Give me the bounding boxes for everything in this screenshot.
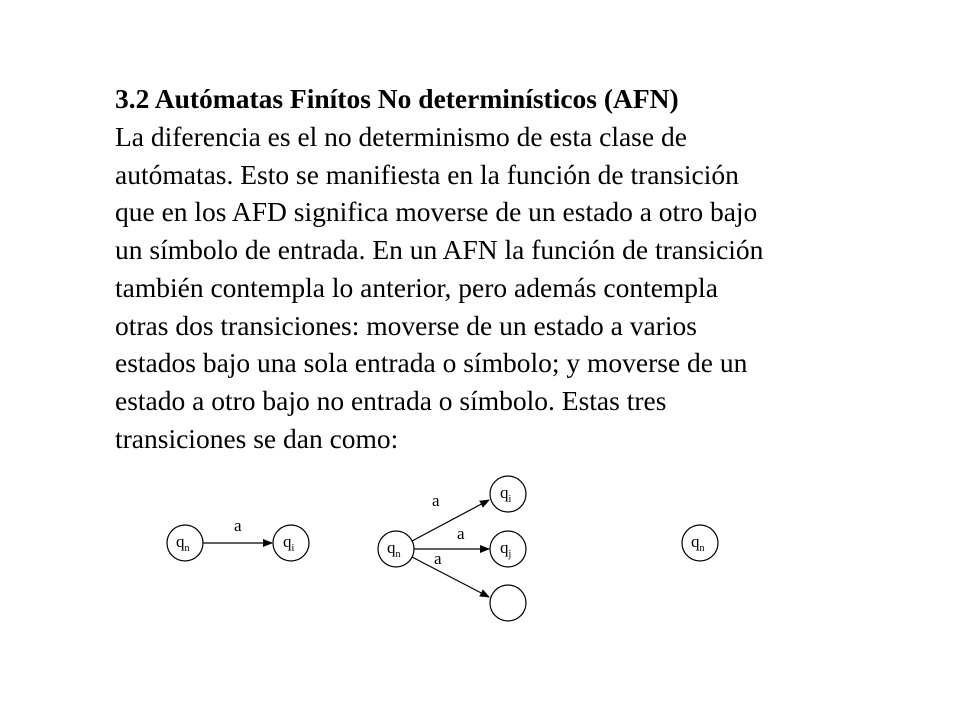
body-line-9: transiciones se dan como: bbox=[115, 422, 399, 454]
body-line-7: estados bajo una sola entrada o símbolo; y moverse de un bbox=[115, 347, 748, 379]
state-qi-2-letter: q bbox=[500, 483, 509, 502]
state-qj-2-sub: j bbox=[508, 549, 512, 560]
state-qn-1-sub: n bbox=[184, 543, 190, 554]
edge-label-a-3: a bbox=[457, 524, 465, 543]
body-line-1: La diferencia es el no determinismo de esta clase de bbox=[115, 121, 687, 152]
state-qn-1-letter: q bbox=[176, 532, 185, 551]
state-qn-2-sub: n bbox=[395, 549, 401, 560]
state-qn-3-sub: n bbox=[699, 543, 705, 554]
state-qj-2-letter: q bbox=[500, 538, 509, 557]
slide-title: 3.2 Autómatas Finítos No determinísticos (AFN) bbox=[115, 83, 679, 114]
body-line-4: un símbolo de entrada. En un AFN la función de transición bbox=[115, 234, 764, 266]
diagram-single-transition bbox=[167, 516, 309, 561]
state-qi-1-sub: i bbox=[291, 543, 295, 554]
state-qi-1-letter: q bbox=[283, 532, 292, 551]
state-qn-2-letter: q bbox=[387, 538, 396, 557]
edge-qn-qi-2 bbox=[412, 500, 489, 541]
body-line-8: estado a otro bajo no entrada o símbolo. Estas tres bbox=[115, 384, 667, 416]
edge-label-a-4: a bbox=[434, 549, 442, 568]
body-line-2: autómatas. Esto se manifiesta en la función de transición bbox=[115, 158, 739, 190]
edge-label-a-1: a bbox=[234, 516, 242, 535]
edge-label-a-2: a bbox=[432, 491, 440, 510]
body-line-3: que en los AFD significa moverse de un estado a otro bajo bbox=[115, 196, 758, 228]
diagram-no-input bbox=[682, 525, 718, 561]
diagram-multiple-transitions bbox=[378, 476, 526, 621]
state-empty-2 bbox=[490, 585, 526, 621]
state-qn-3-letter: q bbox=[691, 532, 700, 551]
body-line-6: otras dos transiciones: moverse de un estado a varios bbox=[115, 309, 697, 341]
edge-qn-empty-2 bbox=[412, 557, 489, 597]
state-qi-2-sub: i bbox=[508, 494, 512, 505]
body-line-5: también contempla lo anterior, pero además contempla bbox=[115, 271, 718, 303]
